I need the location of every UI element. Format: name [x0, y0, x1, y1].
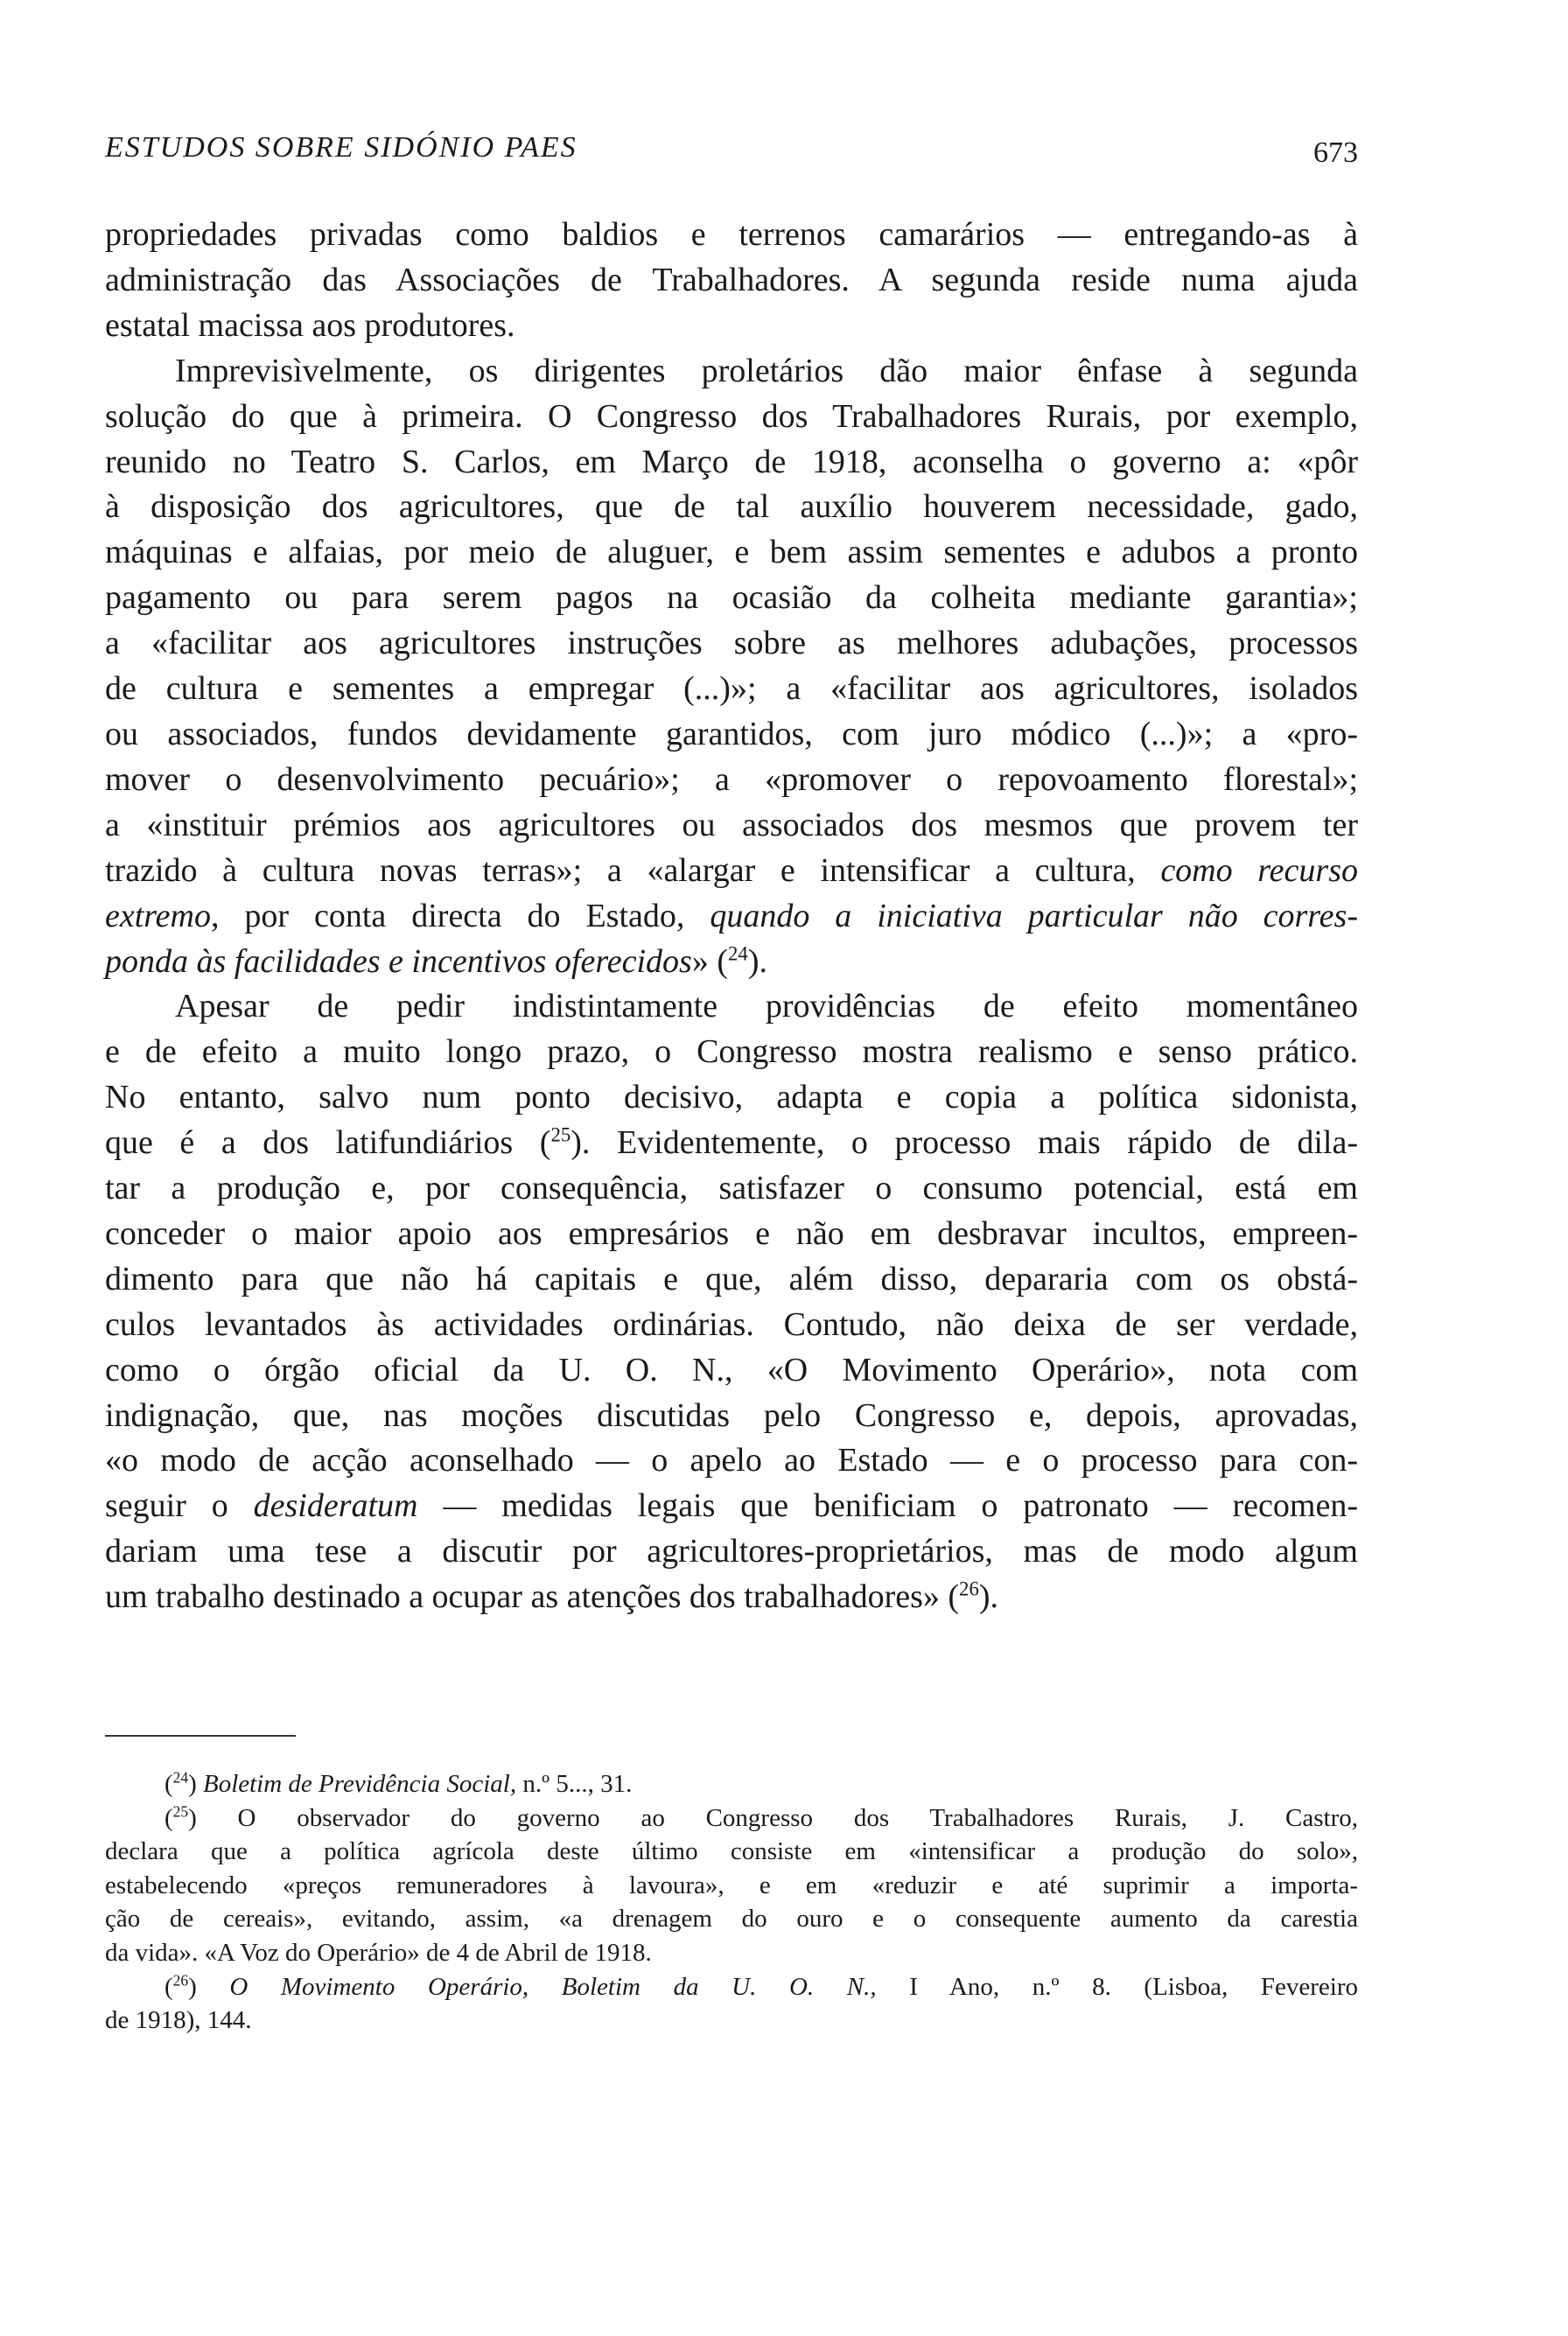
footnote-ref-24[interactable]: 24: [728, 941, 748, 964]
text-run: , por conta directa do Estado,: [210, 897, 710, 934]
text-line: de cultura e sementes a empregar (...)»; a «facilitar aos agricultores, isolados: [105, 670, 1358, 708]
text-line: pagamento ou para serem pagos na ocasião da colheita mediante garantia»;: [105, 579, 1358, 617]
text-run: n.º 5..., 31.: [516, 1770, 633, 1798]
text-run: que é a dos latifundiários (: [105, 1124, 551, 1162]
text-run: I Ano, n.º 8. (Lisboa, Fevereiro: [876, 1972, 1358, 2001]
text-line: como o órgão oficial da U. O. N., «O Movimento Operário», nota com: [105, 1351, 1358, 1388]
italic-run: O Movimento Operário, Boletim da U. O. N.,: [196, 1972, 877, 2001]
text-line: dimento para que não há capitais e que, além disso, depararia com os obstá-: [105, 1260, 1358, 1297]
text-line: estabelecendo «preços remuneradores à lavoura», e em «reduzir e até suprimir a importa-: [105, 1871, 1358, 1899]
paragraph-2: [105, 349, 1358, 985]
footnote-number: 26: [172, 1970, 189, 1989]
italic-run: ponda às facilidades e incentivos oferecidos: [105, 942, 692, 980]
text-line: a «facilitar aos agricultores instruções sobre as melhores adubações, processos: [105, 625, 1358, 662]
footnote-ref-26[interactable]: 26: [959, 1577, 979, 1600]
text-line: ($^{26}$) O Movimento Operário, Boletim da U. O. N., I Ano, n.º 8. (Lisboa, Fevereiro: [164, 1970, 1358, 2001]
text-line: Imprevisìvelmente, os dirigentes proletários dão maior ênfase à segunda: [175, 352, 1358, 389]
text-line: dariam uma tese a discutir por agricultores-proprietários, mas de modo algum: [105, 1533, 1358, 1570]
text-line: [105, 849, 1358, 894]
text-line: conceder o maior apoio aos empresários e não em desbravar incultos, empreen-: [105, 1214, 1358, 1252]
text-run: ).: [978, 1578, 998, 1616]
text-line: indignação, que, nas moções discutidas pelo Congresso e, depois, aprovadas,: [105, 1396, 1358, 1434]
italic-run: Boletim de Previdência Social,: [202, 1770, 517, 1798]
text-line: mover o desenvolvimento pecuário»; a «promover o repovoamento florestal»;: [105, 760, 1358, 798]
text-line: [105, 940, 1358, 985]
text-line: solução do que à primeira. O Congresso dos Trabalhadores Rurais, por exemplo,: [105, 397, 1358, 435]
text-line: tar a produção e, por consequência, satisfazer o consumo potencial, está em: [105, 1170, 1358, 1207]
text-run: trazido à cultura novas terras»; a «alargar e intensificar a cultura,: [105, 851, 1161, 889]
text-line: ($^{25}$) O observador do governo ao Congresso dos Trabalhadores Rurais, J. Castro,: [164, 1801, 1358, 1832]
footnote-24: [105, 1767, 1358, 1801]
text-line: [105, 1484, 1358, 1529]
footnote-25: [105, 1801, 1358, 1970]
text-line: [105, 1575, 1358, 1620]
paragraph-3: [105, 984, 1358, 1620]
text-run: um trabalho destinado a ocupar as atenções dos trabalhadores» (: [105, 1578, 960, 1616]
text-line: ($^{24}$) Boletim de Previdência Social, n.º 5..., 31.: [164, 1768, 633, 1798]
text-line: «o modo de acção aconselhado — o apelo ao Estado — e o processo para con-: [105, 1442, 1358, 1479]
text-line: reunido no Teatro S. Carlos, em Março de 1918, aconselha o governo a: «pôr: [105, 443, 1358, 480]
italic-run: quando a iniciativa particular não corres-: [710, 897, 1358, 934]
text-line: a «instituir prémios aos agricultores ou associados dos mesmos que provem ter: [105, 806, 1358, 843]
text-run: ). Evidentemente, o processo mais rápido de dila-: [570, 1124, 1358, 1162]
paragraph-1: [105, 213, 1358, 349]
text-line: No entanto, salvo num ponto decisivo, adapta e copia a política sidonista,: [105, 1079, 1358, 1116]
text-line: administração das Associações de Trabalhadores. A segunda reside numa ajuda: [105, 261, 1358, 298]
footnote-separator: [105, 1735, 296, 1737]
text-line: e de efeito a muito longo prazo, o Congresso mostra realismo e senso prático.: [105, 1033, 1358, 1071]
text-run: — medidas legais que benificiam o patronato — recomen-: [417, 1487, 1358, 1525]
italic-run: como recurso: [1160, 851, 1358, 889]
text-line: culos levantados às actividades ordinárias. Contudo, não deixa de ser verdade,: [105, 1305, 1358, 1343]
footnote-26: [105, 1970, 1358, 2038]
text-line: propriedades privadas como baldios e terrenos camarários — entregando-as à: [105, 216, 1358, 253]
text-line: Apesar de pedir indistintamente providências de efeito momentâneo: [175, 988, 1358, 1025]
footnote-number: 25: [172, 1801, 189, 1820]
footnote-number: 24: [172, 1768, 189, 1787]
page-header: [105, 131, 1358, 170]
text-run: ).: [747, 942, 767, 980]
text-line: ou associados, fundos devidamente garantidos, com juro módico (...)»; a «pro-: [105, 715, 1358, 752]
text-line: ção de cereais», evitando, assim, «a drenagem do ouro e o consequente aumento da carestia: [105, 1905, 1358, 1934]
running-title: ESTUDOS SOBRE SIDÓNIO PAES: [105, 131, 578, 164]
text-line: [105, 894, 1358, 940]
text-line: da vida». «A Voz do Operário» de 4 de Abril de 1918.: [105, 1938, 652, 1967]
italic-run: desideratum: [253, 1487, 418, 1525]
main-text: [105, 213, 1358, 1620]
footnote-ref-25[interactable]: 25: [550, 1123, 571, 1146]
text-run: O observador do governo ao Congresso dos Trabalhadores Rurais, J. Castro,: [196, 1803, 1358, 1832]
footnotes: [105, 1767, 1358, 2038]
text-run: » (: [691, 942, 729, 980]
text-line: declara que a política agrícola deste último consiste em «intensificar a produção do solo»,: [105, 1837, 1358, 1866]
page-number: 673: [1313, 136, 1358, 169]
text-line: [105, 1121, 1358, 1166]
italic-run: extremo: [105, 897, 211, 934]
text-line: máquinas e alfaias, por meio de aluguer, e bem assim sementes e adubos a pronto: [105, 534, 1358, 571]
text-line: de 1918), 144.: [105, 2006, 252, 2035]
text-run: seguir o: [105, 1487, 254, 1525]
text-line: estatal macissa aos produtores.: [105, 306, 515, 344]
text-line: à disposição dos agricultores, que de tal auxílio houverem necessidade, gado,: [105, 488, 1358, 526]
